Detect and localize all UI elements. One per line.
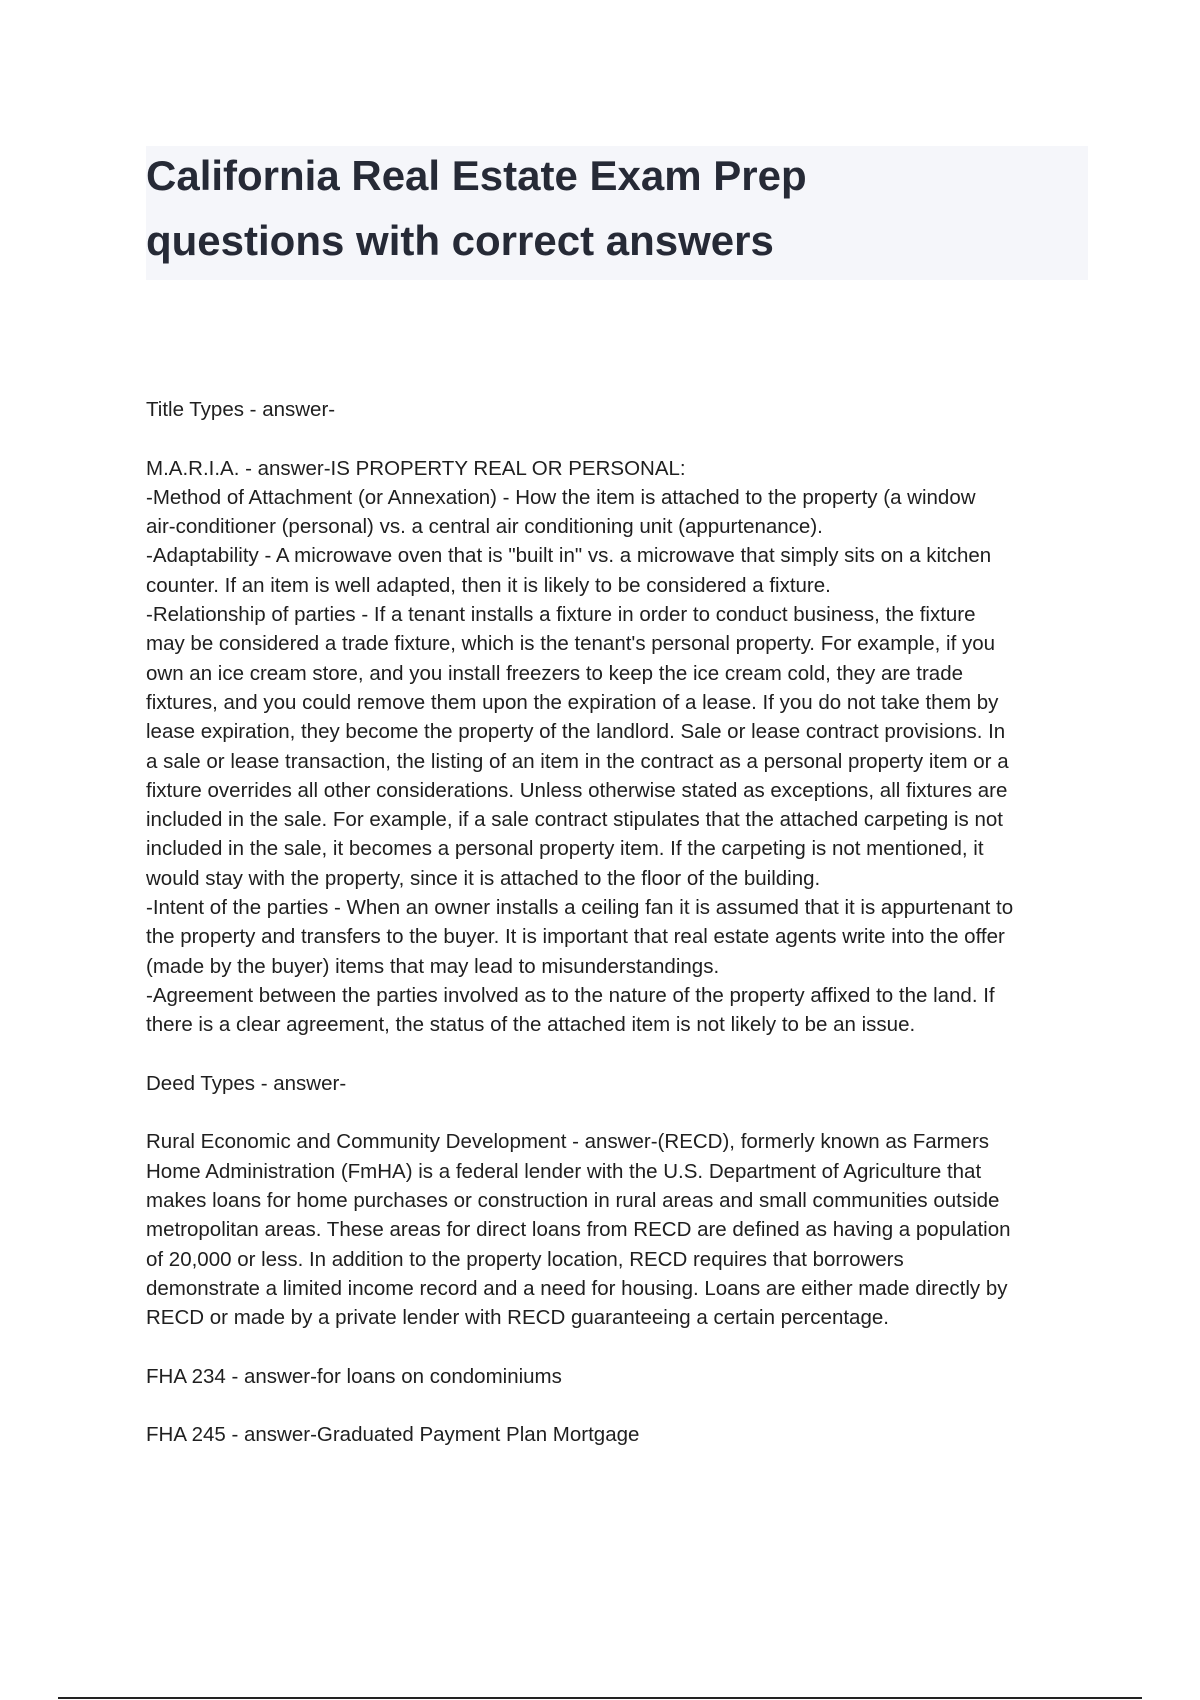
qa-text-line: Rural Economic and Community Development - answer-(RECD), formerly known as Farmers xyxy=(146,1130,990,1154)
qa-text-line: -Adaptability - A microwave oven that is "built in" vs. a microwave that simply sits on a kitchen xyxy=(146,544,992,568)
qa-text-line: metropolitan areas. These areas for direct loans from RECD are defined as having a population xyxy=(146,1218,1011,1242)
qa-list xyxy=(146,395,1096,1479)
qa-text-line: may be considered a trade fixture, which is the tenant's personal property. For example, if you xyxy=(146,632,996,656)
qa-text-line: Deed Types - answer- xyxy=(146,1071,347,1095)
qa-text-line: Title Types - answer- xyxy=(146,398,336,421)
qa-text-line: there is a clear agreement, the status of the attached item is not likely to be an issue. xyxy=(146,1013,916,1037)
qa-text-line: FHA 245 - answer-Graduated Payment Plan Mortgage xyxy=(146,1423,640,1447)
title-line-1: California Real Estate Exam Prep xyxy=(146,152,807,199)
qa-entry xyxy=(146,454,1096,1040)
qa-text-line: of 20,000 or less. In addition to the property location, RECD requires that borrowers xyxy=(146,1247,904,1271)
qa-entry xyxy=(146,1069,1096,1098)
qa-text-line: -Agreement between the parties involved as to the nature of the property affixed to the land. If xyxy=(146,983,995,1007)
qa-text-line: a sale or lease transaction, the listing of an item in the contract as a personal property item or a xyxy=(146,749,1009,773)
qa-text-line: counter. If an item is well adapted, then it is likely to be considered a fixture. xyxy=(146,573,831,597)
qa-text-line: Home Administration (FmHA) is a federal lender with the U.S. Department of Agriculture that xyxy=(146,1159,982,1183)
qa-text-line: air-conditioner (personal) vs. a central air conditioning unit (appurtenance). xyxy=(146,515,823,539)
qa-text-line: -Relationship of parties - If a tenant installs a fixture in order to conduct business, the fixture xyxy=(146,603,976,627)
qa-text-line: the property and transfers to the buyer. It is important that real estate agents write into the offer xyxy=(146,925,1005,949)
qa-text-line: fixtures, and you could remove them upon the expiration of a lease. If you do not take them by xyxy=(146,690,999,714)
page-bottom-rule xyxy=(58,1697,1142,1699)
qa-text-line: included in the sale, it becomes a personal property item. If the carpeting is not mentioned, it xyxy=(146,837,984,861)
qa-text-line: RECD or made by a private lender with RECD guaranteeing a certain percentage. xyxy=(146,1306,889,1330)
qa-entry xyxy=(146,1420,1096,1449)
qa-entry xyxy=(146,1362,1096,1391)
qa-text-line: (made by the buyer) items that may lead to misunderstandings. xyxy=(146,954,720,978)
qa-text-line: own an ice cream store, and you install freezers to keep the ice cream cold, they are trade xyxy=(146,661,963,685)
qa-text-line: -Intent of the parties - When an owner installs a ceiling fan it is assumed that it is appurtenant to xyxy=(146,896,1014,920)
qa-text-line: lease expiration, they become the property of the landlord. Sale or lease contract provisions. In xyxy=(146,720,1006,744)
qa-text-line: included in the sale. For example, if a sale contract stipulates that the attached carpeting is not xyxy=(146,808,1003,832)
qa-entry xyxy=(146,1127,1096,1332)
qa-text-line: fixture overrides all other considerations. Unless otherwise stated as exceptions, all fixtures are xyxy=(146,778,1008,802)
qa-entry xyxy=(146,395,1096,424)
qa-text-line: M.A.R.I.A. - answer-IS PROPERTY REAL OR PERSONAL: xyxy=(146,456,686,480)
document-title xyxy=(146,146,1088,280)
title-line-2: questions with correct answers xyxy=(146,217,774,264)
qa-text-line: -Method of Attachment (or Annexation) - How the item is attached to the property (a window xyxy=(146,485,976,509)
qa-text-line: demonstrate a limited income record and a need for housing. Loans are either made directly by xyxy=(146,1276,1008,1300)
qa-text-line: makes loans for home purchases or construction in rural areas and small communities outside xyxy=(146,1189,1000,1213)
qa-text-line: FHA 234 - answer-for loans on condominiums xyxy=(146,1364,562,1388)
qa-text-line: would stay with the property, since it is attached to the floor of the building. xyxy=(146,866,821,890)
